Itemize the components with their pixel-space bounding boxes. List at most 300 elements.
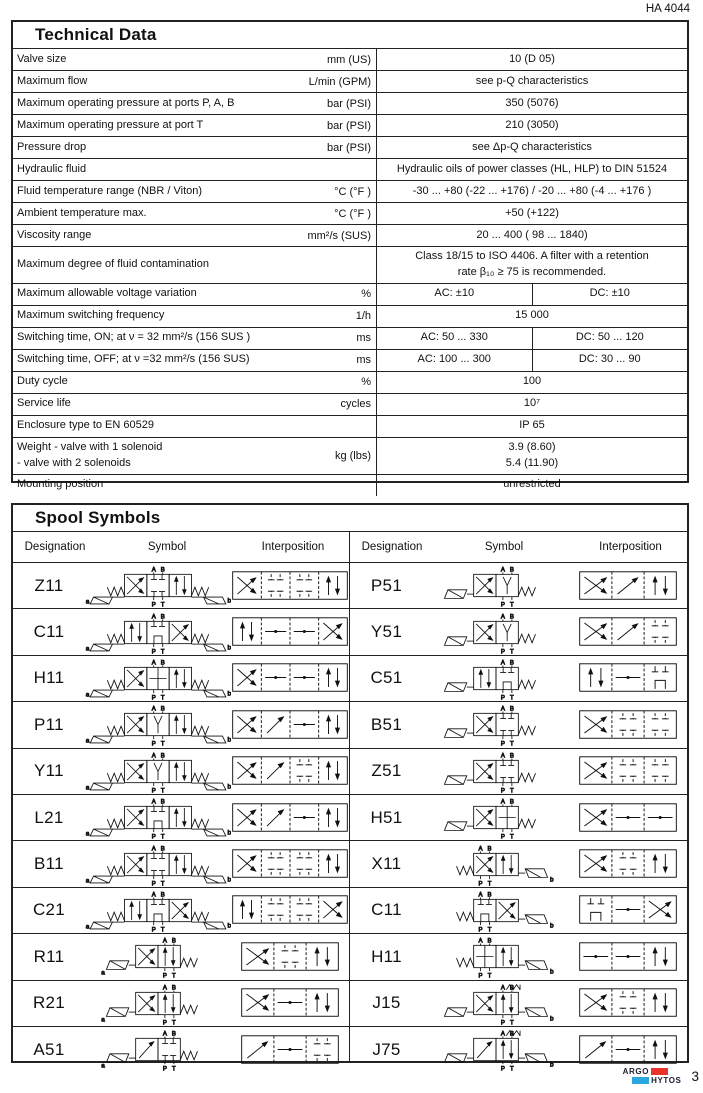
interposition-drawing bbox=[231, 568, 349, 604]
tech-unit: mm²/s (SUS) bbox=[307, 229, 371, 242]
tech-value-half: AC: 50 ... 330 bbox=[420, 331, 488, 344]
svg-text:A: A bbox=[500, 985, 505, 992]
valve-symbol-drawing bbox=[85, 656, 231, 701]
tech-row bbox=[13, 70, 687, 92]
svg-text:B: B bbox=[509, 1031, 514, 1038]
spool-symbols-title: Spool Symbols bbox=[13, 505, 687, 532]
svg-text:a: a bbox=[101, 969, 105, 977]
tech-param-label: Switching time, OFF; at ν =32 mm²/s (156 SUS) bbox=[17, 353, 250, 366]
tech-unit: bar (PSI) bbox=[326, 141, 371, 154]
valve-symbol-drawing bbox=[85, 981, 231, 1026]
spool-designation: B11 bbox=[34, 854, 64, 874]
svg-text:B: B bbox=[171, 985, 176, 992]
spool-interposition-cell bbox=[231, 660, 349, 696]
tech-row bbox=[13, 474, 687, 496]
tech-row bbox=[13, 349, 687, 371]
valve-symbol-drawing bbox=[423, 749, 569, 794]
valve-symbol-drawing bbox=[85, 749, 231, 794]
interposition-drawing bbox=[231, 660, 349, 696]
valve-symbol-drawing bbox=[423, 610, 569, 655]
svg-text:T: T bbox=[160, 834, 165, 841]
svg-text:T: T bbox=[160, 695, 165, 701]
tech-row bbox=[13, 246, 687, 283]
svg-text:b: b bbox=[227, 829, 231, 837]
interposition-drawing bbox=[231, 753, 349, 789]
tech-row bbox=[13, 49, 687, 70]
tech-row bbox=[13, 158, 687, 180]
spool-interposition-cell bbox=[569, 892, 687, 928]
valve-symbol-drawing bbox=[423, 702, 569, 747]
tech-param-cell bbox=[13, 284, 377, 305]
interposition-drawing bbox=[569, 660, 687, 696]
tech-row bbox=[13, 180, 687, 202]
tech-value-half: DC: 50 ... 120 bbox=[532, 328, 688, 349]
tech-unit: % bbox=[361, 288, 371, 301]
svg-text:T: T bbox=[160, 649, 165, 655]
tech-param-label: Viscosity range bbox=[17, 228, 92, 241]
spool-designation: X11 bbox=[371, 854, 402, 874]
svg-text:P: P bbox=[500, 741, 505, 748]
tech-param-label: Maximum switching frequency bbox=[17, 309, 165, 322]
svg-text:P: P bbox=[151, 695, 156, 701]
svg-text:B: B bbox=[509, 707, 514, 714]
tech-row bbox=[13, 114, 687, 136]
interposition-drawing bbox=[569, 985, 687, 1021]
svg-text:B: B bbox=[160, 846, 165, 853]
tech-value-cell: Hydraulic oils of power classes (HL, HLP) to DIN 51524 bbox=[396, 162, 668, 175]
tech-value-cell: 20 ... 400 ( 98 ... 1840) bbox=[476, 228, 588, 241]
logo-text-hytos: HYTOS bbox=[651, 1076, 682, 1085]
svg-text:A: A bbox=[151, 753, 156, 760]
interposition-drawing bbox=[569, 568, 687, 604]
tech-unit: mm (US) bbox=[327, 53, 371, 66]
svg-text:T: T bbox=[487, 973, 492, 980]
spool-interposition-cell bbox=[569, 1032, 687, 1068]
valve-symbol-drawing bbox=[423, 795, 569, 840]
spool-symbol-cell bbox=[85, 563, 231, 608]
svg-text:b: b bbox=[227, 876, 231, 884]
tech-param-cell bbox=[13, 137, 377, 158]
interposition-drawing bbox=[231, 800, 349, 836]
spool-designation: C51 bbox=[370, 668, 403, 688]
tech-param-cell bbox=[13, 203, 377, 224]
svg-text:B: B bbox=[160, 614, 165, 621]
spool-symbol-cell bbox=[85, 981, 231, 1026]
spool-symbol-cell bbox=[423, 934, 569, 979]
column-header-designation: Designation bbox=[361, 541, 423, 553]
tech-row bbox=[13, 327, 687, 349]
spool-row bbox=[350, 656, 687, 702]
tech-value-cell: unrestricted bbox=[503, 478, 561, 491]
tech-param-label: Service life bbox=[17, 397, 71, 410]
spool-symbol-cell bbox=[85, 702, 231, 747]
valve-symbol-drawing bbox=[85, 610, 231, 655]
svg-text:P: P bbox=[500, 834, 505, 841]
spool-designation: C11 bbox=[371, 900, 402, 920]
spool-designation: J75 bbox=[372, 1039, 401, 1059]
interposition-drawing bbox=[231, 1032, 349, 1068]
spool-symbol-cell bbox=[423, 702, 569, 747]
tech-row bbox=[13, 224, 687, 246]
svg-text:P: P bbox=[151, 602, 156, 609]
spool-designation: H11 bbox=[33, 668, 65, 688]
spool-designation: C11 bbox=[33, 622, 65, 642]
spool-row bbox=[13, 749, 349, 795]
spool-interposition-cell bbox=[569, 800, 687, 836]
spool-designation: A51 bbox=[33, 1039, 65, 1059]
spool-symbol-cell bbox=[85, 842, 231, 887]
svg-text:a: a bbox=[85, 645, 90, 653]
tech-value-cell bbox=[377, 328, 687, 349]
svg-text:B: B bbox=[160, 799, 165, 806]
svg-text:P: P bbox=[151, 649, 156, 655]
tech-value-cell: 15 000 bbox=[515, 309, 549, 322]
tech-value-cell: -30 ... +80 (-22 ... +176) / -20 ... +80 (-4 ... +176 ) bbox=[412, 184, 652, 197]
svg-text:T: T bbox=[510, 1066, 514, 1073]
valve-symbol-drawing bbox=[423, 888, 569, 933]
spool-designation: Y11 bbox=[34, 761, 64, 781]
tech-param-cell bbox=[13, 71, 377, 92]
svg-text:P: P bbox=[478, 881, 483, 887]
svg-text:A: A bbox=[478, 846, 483, 853]
argo-hytos-logo bbox=[623, 1068, 682, 1085]
technical-data-title: Technical Data bbox=[13, 22, 687, 49]
svg-text:B: B bbox=[160, 567, 165, 574]
spool-interposition-cell bbox=[231, 568, 349, 604]
technical-data-table bbox=[13, 49, 687, 496]
spool-row bbox=[350, 934, 687, 980]
svg-text:B: B bbox=[160, 660, 165, 667]
svg-text:B: B bbox=[171, 1031, 176, 1038]
svg-text:a: a bbox=[85, 877, 90, 885]
spool-designation: H51 bbox=[370, 807, 403, 827]
interposition-drawing bbox=[569, 939, 687, 975]
svg-text:T: T bbox=[160, 927, 165, 933]
spool-symbol-cell bbox=[85, 888, 231, 933]
svg-text:T: T bbox=[510, 1020, 514, 1026]
valve-symbol-drawing bbox=[423, 656, 569, 701]
svg-text:b: b bbox=[227, 644, 231, 652]
interposition-drawing bbox=[231, 846, 349, 882]
svg-text:P: P bbox=[151, 834, 156, 841]
tech-row bbox=[13, 92, 687, 114]
tech-param-label: Fluid temperature range (NBR / Viton) bbox=[17, 184, 203, 197]
column-header-symbol: Symbol bbox=[147, 541, 187, 553]
tech-value-half: DC: 30 ... 90 bbox=[532, 350, 688, 371]
svg-text:b: b bbox=[550, 922, 554, 930]
tech-row bbox=[13, 136, 687, 158]
tech-param-label: Hydraulic fluid bbox=[17, 162, 87, 175]
tech-param-cell bbox=[13, 49, 377, 70]
spool-interposition-cell bbox=[231, 985, 349, 1021]
spool-symbol-cell bbox=[423, 1027, 569, 1072]
tech-value-cell: 3.9 (8.60) 5.4 (11.90) bbox=[505, 440, 559, 469]
svg-text:a: a bbox=[85, 691, 90, 699]
spool-symbol-cell bbox=[423, 981, 569, 1026]
svg-text:A: A bbox=[500, 660, 505, 667]
svg-text:B: B bbox=[171, 939, 176, 946]
svg-text:T: T bbox=[172, 1066, 176, 1073]
svg-text:A: A bbox=[162, 985, 167, 992]
svg-text:a: a bbox=[85, 830, 90, 838]
tech-param-cell bbox=[13, 350, 377, 371]
column-header-designation: Designation bbox=[24, 541, 86, 553]
tech-param-label: Enclosure type to EN 60529 bbox=[17, 419, 154, 432]
valve-symbol-drawing bbox=[85, 934, 231, 979]
spool-row bbox=[13, 656, 349, 702]
spool-header-row bbox=[13, 532, 349, 563]
interposition-drawing bbox=[569, 614, 687, 650]
spool-interposition-cell bbox=[569, 660, 687, 696]
svg-text:T: T bbox=[487, 881, 492, 887]
tech-row bbox=[13, 371, 687, 393]
svg-text:P: P bbox=[151, 927, 156, 933]
spool-symbol-cell bbox=[423, 563, 569, 608]
svg-text:B: B bbox=[509, 753, 514, 760]
spool-designation: H11 bbox=[371, 946, 402, 966]
svg-text:T: T bbox=[510, 834, 514, 841]
svg-text:T: T bbox=[172, 1020, 176, 1026]
interposition-drawing bbox=[231, 892, 349, 928]
spool-interposition-cell bbox=[569, 753, 687, 789]
spool-header-row bbox=[350, 532, 687, 563]
svg-text:b: b bbox=[227, 783, 231, 791]
svg-text:T: T bbox=[510, 695, 514, 701]
tech-param-label: Maximum allowable voltage variation bbox=[17, 287, 197, 300]
interposition-drawing bbox=[569, 707, 687, 743]
tech-value-cell: +50 (+122) bbox=[505, 206, 559, 219]
valve-symbol-drawing bbox=[423, 934, 569, 979]
tech-param-label: Weight - valve with 1 solenoid - valve with 2 solenoids bbox=[17, 440, 163, 469]
spool-row bbox=[13, 702, 349, 748]
svg-text:A: A bbox=[151, 892, 156, 899]
spool-symbol-cell bbox=[85, 749, 231, 794]
spool-symbol-cell bbox=[423, 888, 569, 933]
svg-text:P: P bbox=[478, 927, 483, 933]
svg-text:a: a bbox=[85, 598, 90, 606]
spool-designation: R21 bbox=[32, 993, 66, 1013]
tech-unit: bar (PSI) bbox=[326, 119, 371, 132]
tech-param-cell bbox=[13, 247, 377, 283]
spool-row bbox=[350, 609, 687, 655]
interposition-drawing bbox=[231, 614, 349, 650]
spool-interposition-cell bbox=[231, 1032, 349, 1068]
spool-designation: B51 bbox=[370, 714, 403, 734]
tech-param-cell bbox=[13, 115, 377, 136]
tech-param-label: Valve size bbox=[17, 52, 67, 65]
spool-interposition-cell bbox=[569, 985, 687, 1021]
svg-text:b: b bbox=[550, 876, 554, 884]
tech-unit: kg (lbs) bbox=[334, 449, 371, 462]
svg-text:T: T bbox=[160, 741, 165, 748]
svg-text:A: A bbox=[500, 614, 505, 621]
svg-text:b: b bbox=[227, 597, 231, 605]
spool-row bbox=[13, 795, 349, 841]
spool-row bbox=[350, 1027, 687, 1072]
svg-text:a: a bbox=[85, 923, 90, 931]
spool-row bbox=[13, 563, 349, 609]
spool-interposition-cell bbox=[569, 707, 687, 743]
tech-param-cell bbox=[13, 93, 377, 114]
tech-row bbox=[13, 283, 687, 305]
svg-text:b: b bbox=[227, 922, 231, 930]
interposition-drawing bbox=[569, 846, 687, 882]
spool-row bbox=[13, 934, 349, 980]
svg-text:A: A bbox=[478, 939, 483, 946]
tech-param-cell bbox=[13, 438, 377, 474]
logo-red-block bbox=[651, 1068, 668, 1075]
tech-param-cell bbox=[13, 225, 377, 246]
tech-param-cell bbox=[13, 328, 377, 349]
svg-text:P: P bbox=[151, 741, 156, 748]
svg-text:B: B bbox=[509, 567, 514, 574]
tech-param-cell bbox=[13, 394, 377, 415]
spool-designation: Z11 bbox=[34, 575, 64, 595]
svg-text:T: T bbox=[487, 927, 492, 933]
svg-text:P: P bbox=[151, 788, 156, 794]
spool-symbol-cell bbox=[423, 610, 569, 655]
svg-text:B: B bbox=[487, 846, 492, 853]
svg-text:A: A bbox=[151, 846, 156, 853]
svg-text:B: B bbox=[160, 707, 165, 714]
interposition-drawing bbox=[231, 985, 349, 1021]
svg-text:B: B bbox=[509, 614, 514, 621]
spool-interposition-cell bbox=[569, 846, 687, 882]
svg-text:b: b bbox=[550, 1015, 554, 1023]
spool-row bbox=[13, 981, 349, 1027]
spool-symbol-cell bbox=[85, 795, 231, 840]
spool-row bbox=[350, 795, 687, 841]
spool-row bbox=[350, 749, 687, 795]
svg-text:B: B bbox=[509, 660, 514, 667]
tech-param-label: Ambient temperature max. bbox=[17, 206, 147, 219]
spool-interposition-cell bbox=[569, 568, 687, 604]
spool-row bbox=[13, 841, 349, 887]
interposition-drawing bbox=[569, 892, 687, 928]
tech-row bbox=[13, 437, 687, 474]
spool-rows-left bbox=[13, 563, 349, 1072]
logo-blue-block bbox=[632, 1077, 649, 1084]
svg-text:B: B bbox=[487, 939, 492, 946]
tech-unit: °C (°F ) bbox=[334, 185, 371, 198]
svg-text:T: T bbox=[510, 741, 514, 748]
valve-symbol-drawing bbox=[423, 842, 569, 887]
spool-designation: Z51 bbox=[371, 761, 402, 781]
svg-text:a: a bbox=[101, 1016, 105, 1024]
tech-row bbox=[13, 415, 687, 437]
tech-row bbox=[13, 305, 687, 327]
svg-text:A: A bbox=[162, 1031, 167, 1038]
svg-text:P: P bbox=[162, 973, 167, 980]
svg-text:A: A bbox=[151, 614, 156, 621]
tech-value-cell: 210 (3050) bbox=[505, 118, 559, 131]
spool-rows-right bbox=[350, 563, 687, 1072]
svg-text:B: B bbox=[487, 892, 492, 899]
svg-text:b: b bbox=[227, 737, 231, 745]
tech-unit: cycles bbox=[340, 398, 371, 411]
tech-unit: 1/h bbox=[355, 310, 371, 323]
svg-text:P: P bbox=[500, 788, 505, 794]
svg-text:A: A bbox=[500, 799, 505, 806]
svg-text:A: A bbox=[500, 1031, 505, 1038]
column-header-interposition: Interposition bbox=[261, 541, 325, 553]
spool-interposition-cell bbox=[231, 892, 349, 928]
tech-unit: L/min (GPM) bbox=[308, 75, 371, 88]
tech-value-cell: 10⁷ bbox=[523, 397, 541, 410]
tech-value-half: DC: ±10 bbox=[532, 284, 688, 305]
interposition-drawing bbox=[231, 939, 349, 975]
tech-param-label: Maximum operating pressure at ports P, A, B bbox=[17, 96, 235, 109]
spool-designation: P51 bbox=[370, 575, 403, 595]
spool-row bbox=[13, 888, 349, 934]
spool-table-left-half bbox=[13, 532, 350, 1073]
svg-text:P: P bbox=[500, 1066, 505, 1073]
tech-value-cell bbox=[377, 284, 687, 305]
valve-symbol-drawing bbox=[85, 888, 231, 933]
tech-value-half: AC: ±10 bbox=[434, 287, 475, 300]
svg-text:P: P bbox=[478, 973, 483, 980]
tech-unit: ms bbox=[356, 332, 371, 345]
svg-text:b: b bbox=[550, 1061, 554, 1069]
spool-designation: P11 bbox=[34, 714, 64, 734]
tech-value-cell bbox=[377, 350, 687, 371]
tech-param-cell bbox=[13, 181, 377, 202]
spool-symbol-cell bbox=[85, 934, 231, 979]
svg-text:P: P bbox=[151, 881, 156, 887]
tech-param-cell bbox=[13, 475, 377, 496]
tech-unit: % bbox=[361, 376, 371, 389]
svg-text:T: T bbox=[510, 649, 514, 655]
tech-param-label: Mounting position bbox=[17, 478, 104, 491]
svg-text:a: a bbox=[101, 1062, 105, 1070]
page-footer bbox=[623, 1068, 699, 1085]
svg-text:T: T bbox=[160, 788, 165, 794]
spool-row bbox=[350, 702, 687, 748]
tech-row bbox=[13, 202, 687, 224]
svg-text:A: A bbox=[151, 799, 156, 806]
column-header-interposition: Interposition bbox=[599, 541, 662, 553]
svg-text:A: A bbox=[500, 567, 505, 574]
svg-text:A: A bbox=[478, 892, 483, 899]
spool-interposition-cell bbox=[231, 846, 349, 882]
spool-interposition-cell bbox=[231, 614, 349, 650]
svg-text:T: T bbox=[510, 602, 514, 609]
tech-unit: bar (PSI) bbox=[326, 97, 371, 110]
svg-text:P: P bbox=[500, 695, 505, 701]
svg-text:T: T bbox=[172, 973, 176, 980]
svg-text:P: P bbox=[162, 1066, 167, 1073]
technical-data-section bbox=[11, 20, 689, 491]
tech-param-label: Maximum degree of fluid contamination bbox=[17, 257, 209, 270]
spool-interposition-cell bbox=[569, 614, 687, 650]
tech-row bbox=[13, 393, 687, 415]
tech-param-cell bbox=[13, 416, 377, 437]
valve-symbol-drawing bbox=[85, 795, 231, 840]
spool-row bbox=[13, 1027, 349, 1072]
interposition-drawing bbox=[231, 707, 349, 743]
spool-designation: R11 bbox=[33, 946, 65, 966]
logo-text-argo: ARGO bbox=[622, 1067, 650, 1076]
svg-text:T: T bbox=[510, 788, 514, 794]
spool-designation: J15 bbox=[372, 993, 401, 1013]
spool-row bbox=[350, 981, 687, 1027]
valve-symbol-drawing bbox=[85, 1027, 231, 1072]
tech-param-label: Switching time, ON; at ν = 32 mm²/s (156 SUS ) bbox=[17, 331, 251, 344]
svg-text:A: A bbox=[162, 939, 167, 946]
svg-text:A: A bbox=[500, 753, 505, 760]
svg-text:P: P bbox=[500, 602, 505, 609]
tech-unit: °C (°F ) bbox=[334, 207, 371, 220]
